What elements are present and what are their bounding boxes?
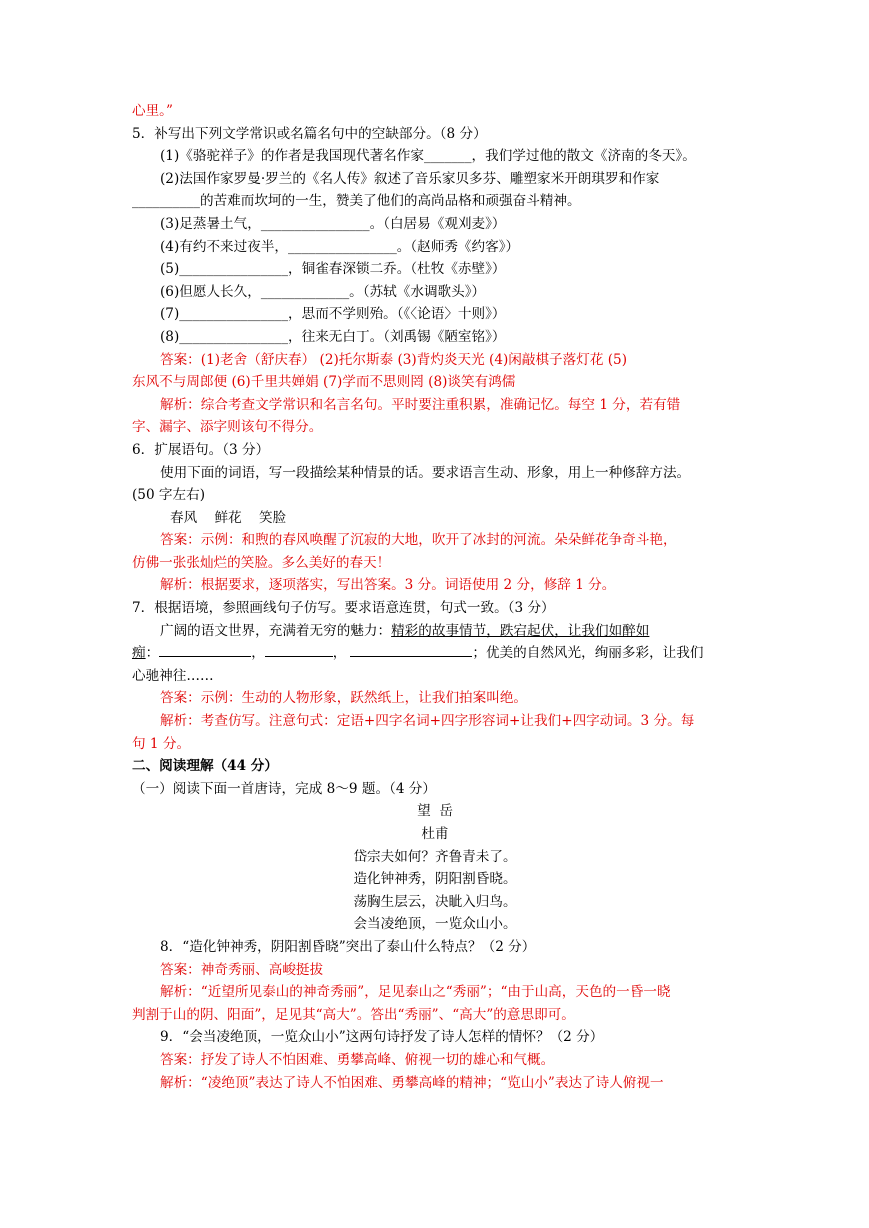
text-span: ；优美的自然风光，绚丽多彩，让我们 [472,645,704,662]
text-span: ， [332,645,347,662]
poem-title: 望 岳 [417,803,453,820]
analysis-line: 字、漏字、添字则该句不得分。 [132,419,323,436]
text-line: __________的苦难而坎坷的一生，赞美了他们的高尚品格和顽强奋斗精神。 [132,193,581,210]
analysis-line: 判割于山的阴、阳面”，足见其“高大”。答出“秀丽”、“高大”的意思即可。 [132,1006,575,1023]
text-line: (3)足蒸暑土气，________________。（白居易《观刈麦》） [160,215,506,232]
analysis-line: 解析：根据要求，逐项落实，写出答案。3 分。词语使用 2 分，修辞 1 分。 [160,577,616,594]
question-6-title: 6．扩展语句。（3 分） [132,441,270,458]
text-line: (6)但愿人长久，_____________。（苏轼《水调歌头》） [160,283,486,300]
answer-line: 东风不与周郎便 (6)千里共婵娟 (7)学而不思则罔 (8)谈笑有鸿儒 [132,374,516,391]
text-line: (7)________________，思而不学则殆。（《〈论语〉十则》） [160,306,506,323]
text-line: (8)________________，往来无白丁。（刘禹锡《陋室铭》） [160,328,506,345]
analysis-line: 解析：“近望所见泰山的神奇秀丽”，足见泰山之“秀丽”；“由于山高，天色的一昏一晓 [160,984,671,1001]
text-line: 使用下面的词语，写一段描绘某种情景的话。要求语言生动、形象，用上一种修辞方法。 [160,464,691,481]
poem-line: 荡胸生层云，决眦入归鸟。 [353,893,517,910]
text-line: 心里。” [132,103,173,119]
text-line: (5)________________，铜雀春深锁二乔。（杜牧《赤壁》） [160,261,506,278]
text-line: (4)有约不来过夜半，________________。（赵师秀《约客》） [160,238,520,255]
answer-line: 答案：神奇秀丽、高峻挺拔 [160,961,324,978]
fill-blank [265,642,333,657]
text-line: (50 字左右) [132,487,206,504]
analysis-line: 解析：“凌绝顶”表达了诗人不怕困难、勇攀高峰的精神；“览山小”表达了诗人俯视一 [160,1074,664,1091]
question-8-title: 8．“造化钟神秀，阴阳割昏晓”突出了泰山什么特点？（2 分） [160,938,536,955]
text-line [132,620,738,643]
word-list: 春风 鲜花 笑脸 [170,509,287,526]
answer-line: 答案：(1)老舍（舒庆春） (2)托尔斯泰 (3)背灼炎天光 (4)闲敲棋子落灯花 (5) [160,351,627,368]
text-span: 广阔的语文世界，充满着无穷的魅力： [160,622,392,639]
question-5-title: 5．补写出下列文学常识或名篇名句中的空缺部分。（8 分） [132,125,487,142]
answer-line: 仿佛一张张灿烂的笑脸。多么美好的春天！ [132,554,391,571]
analysis-line: 解析：综合考查文学常识和名言名句。平时要注重积累，准确记忆。每空 1 分，若有错 [160,396,681,413]
underlined-sentence: 痴 [132,645,146,662]
text-line: 心驰神往…… [132,667,214,684]
poem-line: 造化钟神秀，阴阳割昏晓。 [353,871,517,888]
underlined-sentence: 精彩的故事情节，跌宕起伏，让我们如醉如 [391,622,650,639]
text-span: ， [251,645,265,662]
fill-blank [350,642,472,657]
fill-blank [159,642,251,657]
answer-line: 答案：示例：生动的人物形象，跃然纸上，让我们拍案叫绝。 [160,690,528,707]
analysis-line: 解析：考查仿写。注意句式：定语+四字名词+四字形容词+让我们+四字动词。3 分。每 [160,713,695,730]
analysis-line: 句 1 分。 [132,735,191,752]
section-heading: 二、阅读理解（44 分） [132,758,278,775]
answer-line: 答案：抒发了诗人不怕困难、勇攀高峰、俯视一切的雄心和气概。 [160,1051,555,1068]
document-page [132,100,738,1094]
text-span: ： [145,645,160,662]
text-line: （一）阅读下面一首唐诗，完成 8～9 题。（4 分） [132,780,436,797]
poem-author: 杜甫 [421,826,449,842]
text-line: (1)《骆驼祥子》的作者是我国现代著名作家_______，我们学过他的散文《济南的冬天》。 [160,148,696,165]
text-line: (2)法国作家罗曼·罗兰的《名人传》叙述了音乐家贝多芬、雕塑家米开朗琪罗和作家 [160,170,660,187]
answer-line: 答案：示例：和煦的春风唤醒了沉寂的大地，吹开了冰封的河流。朵朵鲜花争奇斗艳， [160,532,677,549]
question-9-title: 9．“会当凌绝顶，一览众山小”这两句诗抒发了诗人怎样的情怀？（2 分） [160,1029,604,1046]
poem-line: 岱宗夫如何？齐鲁青未了。 [353,848,517,865]
text-line [132,642,738,665]
poem-line: 会当凌绝顶，一览众山小。 [353,916,517,933]
question-7-title: 7．根据语境，参照画线句子仿写。要求语意连贯，句式一致。（3 分） [132,600,555,617]
